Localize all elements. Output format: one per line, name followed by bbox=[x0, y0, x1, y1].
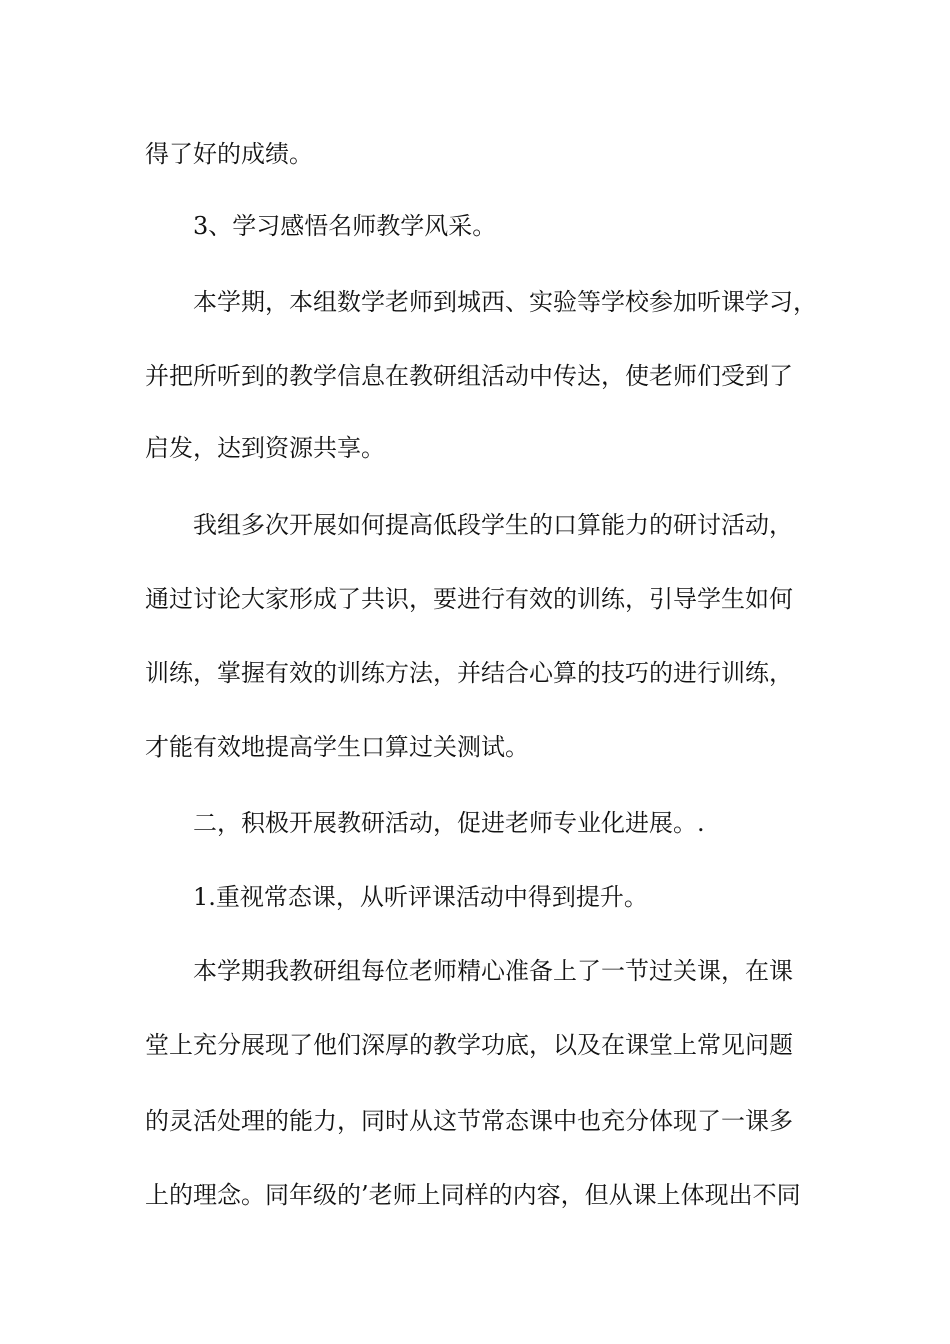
text-line-3: 本学期，本组数学老师到城西、实验等学校参加听课学习， bbox=[193, 288, 817, 316]
text-line-12: 本学期我教研组每位老师精心准备上了一节过关课，在课 bbox=[193, 957, 793, 985]
text-line-15: 上的理念。同年级的’老师上同样的内容，但从课上体现出不同 bbox=[145, 1181, 801, 1209]
section-heading-2: 二，积极开展教研活动，促进老师专业化进展。. bbox=[193, 809, 705, 837]
section-heading-3: 3、学习感悟名师教学风采。 bbox=[193, 212, 497, 240]
text-line-5: 启发，达到资源共享。 bbox=[145, 434, 385, 462]
text-line-7: 通过讨论大家形成了共识，要进行有效的训练，引导学生如何 bbox=[145, 585, 793, 613]
text-line-8: 训练，掌握有效的训练方法，并结合心算的技巧的进行训练， bbox=[145, 659, 793, 687]
text-line-13: 堂上充分展现了他们深厚的教学功底，以及在课堂上常见问题 bbox=[145, 1031, 793, 1059]
text-line-6: 我组多次开展如何提高低段学生的口算能力的研讨活动， bbox=[193, 511, 793, 539]
text-line-1: 得了好的成绩。 bbox=[145, 140, 313, 168]
subsection-heading-1: 1.重视常态课，从听评课活动中得到提升。 bbox=[193, 883, 648, 911]
text-line-14: 的灵活处理的能力，同时从这节常态课中也充分体现了一课多 bbox=[145, 1107, 793, 1135]
text-line-9: 才能有效地提高学生口算过关测试。 bbox=[145, 733, 529, 761]
text-line-4: 并把所听到的教学信息在教研组活动中传达，使老师们受到了 bbox=[145, 362, 793, 390]
